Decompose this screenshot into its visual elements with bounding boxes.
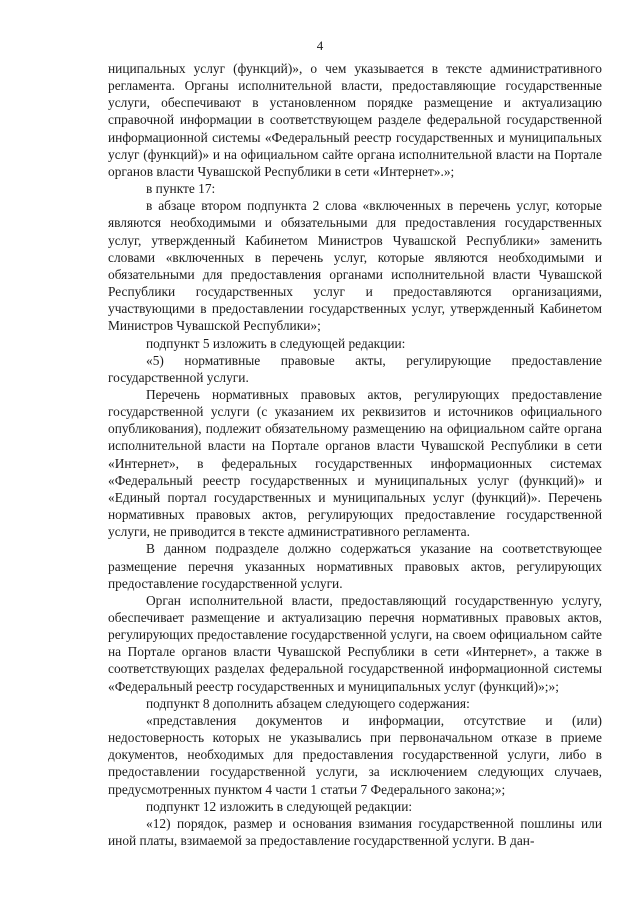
paragraph: Орган исполнительной власти, предоставляющий государственную услугу, обеспечивает размещение и актуализацию перечня нормативных правовых актов, регулирующих предоставление государственной услуги, на своем официальном сайте на Портале органов власти Чувашской Республики в сети «Интернет», а также в соответствующих разделах федеральной государственной информационной системы «Федеральный реестр государственных и муниципальных услуг (функций)»;»; [108,592,602,694]
paragraph: в абзаце втором подпункта 2 слова «включенных в перечень услуг, которые являются необходимыми и обязательными для предоставления государственных услуг, утвержденный Кабинетом Министров Чувашской Республики» заменить словами «включенных в перечень услуг, которые являются необходимыми и обязательными для предоставления органами исполнительной власти Чувашской Республики государственных услуг и предоставляются организациями, участвующими в предоставлении государственных услуг, утвержденный Кабинетом Министров Чувашской Республики»; [108,198,602,334]
paragraph: В данном подразделе должно содержаться указание на соответствующее размещение перечня указанных нормативных правовых актов, регулирующих предоставление государственной услуги. [108,541,602,591]
page-number: 4 [316,38,324,53]
paragraph: подпункт 5 изложить в следующей редакции: [146,335,406,351]
document-body [108,60,602,849]
paragraph: «5) нормативные правовые акты, регулирующие предоставление государственной услуги. [108,352,602,385]
paragraph: Перечень нормативных правовых актов, регулирующих предоставление государственной услуги (с указанием их реквизитов и источников официального опубликования), подлежит обязательному размещению на официальном сайте органа исполнительной власти на Портале органов власти Чувашской Республики в сети «Интернет», в федеральных государственных информационных системах «Федеральный реестр государственных и муниципальных услуг (функций)» и «Единый портал государственных и муниципальных услуг (функций)». Перечень нормативных правовых актов, регулирующих предоставление государственной услуги, не приводится в тексте административного регламента. [108,386,602,540]
paragraph-continuation: ниципальных услуг (функций)», о чем указывается в тексте административного регламента. Органы исполнительной власти, предоставляющие государственные услуги, обеспечивают в установленном порядке размещение и актуализацию справочной информации в соответствующем разделе федеральной государственной информационной системы «Федеральный реестр государственных и муниципальных услуг (функций)» и на официальном сайте органа исполнительной власти на Портале органов власти Чувашской Республики в сети «Интернет».»; [108,61,602,179]
paragraph: подпункт 12 изложить в следующей редакции: [146,798,413,814]
paragraph: «12) порядок, размер и основания взимания государственной пошлины или иной платы, взимаемой за предоставление государственной услуги. В дан- [108,815,602,849]
paragraph: в пункте 17: [146,181,216,197]
paragraph: подпункт 8 дополнить абзацем следующего содержания: [146,695,470,711]
paragraph: «представления документов и информации, отсутствие и (или) недостоверность которых не указывались при первоначальном отказе в приеме документов, необходимых для предоставления государственной услуги, либо в предоставлении государственной услуги, за исключением следующих случаев, предусмотренных пунктом 4 части 1 статьи 7 Федерального закона;»; [108,712,602,797]
